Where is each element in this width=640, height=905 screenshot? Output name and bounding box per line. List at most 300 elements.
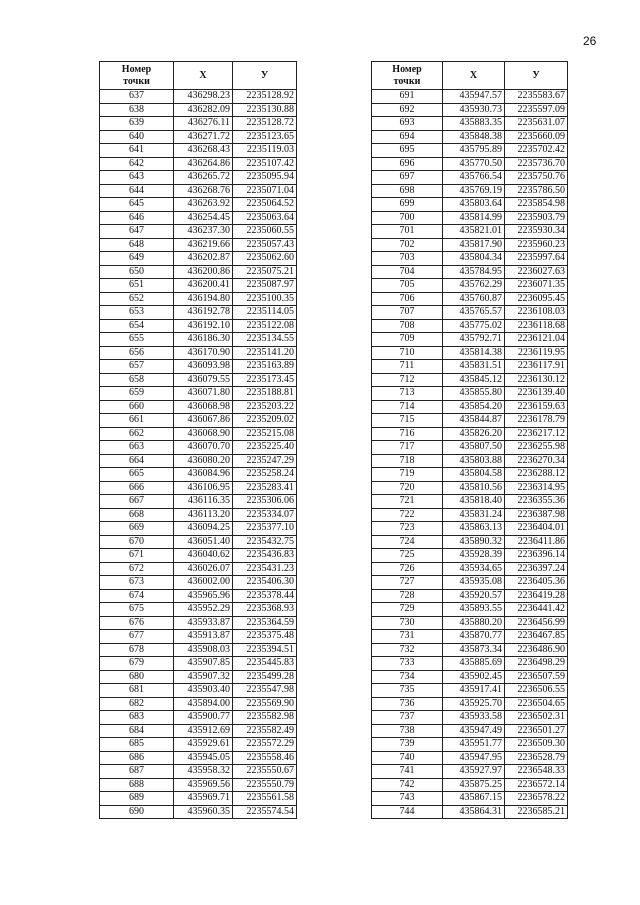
cell-y: 2235188.81 <box>233 387 297 401</box>
coordinates-table-left <box>99 61 297 819</box>
cell-x: 435894.00 <box>174 697 233 711</box>
table-row <box>100 90 297 104</box>
coordinates-table-right <box>371 61 568 819</box>
table-row <box>100 778 297 792</box>
table-row <box>100 387 297 401</box>
cell-x: 435803.64 <box>443 198 505 212</box>
cell-point-number: 701 <box>372 225 443 239</box>
cell-point-number: 734 <box>372 670 443 684</box>
cell-x: 436094.25 <box>174 522 233 536</box>
table-row <box>100 414 297 428</box>
cell-point-number: 681 <box>100 684 174 698</box>
cell-point-number: 638 <box>100 103 174 117</box>
cell-point-number: 641 <box>100 144 174 158</box>
table-row <box>100 130 297 144</box>
cell-x: 435930.73 <box>443 103 505 117</box>
cell-x: 436002.00 <box>174 576 233 590</box>
cell-y: 2236217.12 <box>505 427 568 441</box>
cell-y: 2235141.20 <box>233 346 297 360</box>
cell-y: 2235736.70 <box>505 157 568 171</box>
cell-y: 2235062.60 <box>233 252 297 266</box>
table-row <box>372 117 568 131</box>
cell-point-number: 741 <box>372 765 443 779</box>
cell-y: 2235063.64 <box>233 211 297 225</box>
cell-x: 436194.80 <box>174 292 233 306</box>
table-row <box>372 765 568 779</box>
table-row <box>100 427 297 441</box>
cell-point-number: 657 <box>100 360 174 374</box>
cell-point-number: 660 <box>100 400 174 414</box>
table-row <box>100 279 297 293</box>
table-row <box>100 792 297 806</box>
cell-y: 2236506.55 <box>505 684 568 698</box>
table-row <box>372 724 568 738</box>
table-row <box>372 751 568 765</box>
cell-y: 2235130.88 <box>233 103 297 117</box>
cell-x: 435775.02 <box>443 319 505 333</box>
cell-x: 435814.38 <box>443 346 505 360</box>
cell-y: 2235368.93 <box>233 603 297 617</box>
table-row <box>100 603 297 617</box>
cell-point-number: 678 <box>100 643 174 657</box>
cell-x: 436268.43 <box>174 144 233 158</box>
table-row <box>100 684 297 698</box>
table-row <box>372 441 568 455</box>
header-x: X <box>443 62 505 90</box>
table-row <box>372 198 568 212</box>
table-header-row <box>100 62 297 90</box>
cell-x: 436093.98 <box>174 360 233 374</box>
cell-y: 2236572.14 <box>505 778 568 792</box>
table-row <box>372 238 568 252</box>
table-row <box>372 576 568 590</box>
cell-x: 435885.69 <box>443 657 505 671</box>
cell-x: 436268.76 <box>174 184 233 198</box>
cell-y: 2235582.49 <box>233 724 297 738</box>
table-row <box>100 373 297 387</box>
table-row <box>372 279 568 293</box>
cell-x: 435920.57 <box>443 589 505 603</box>
cell-x: 435929.61 <box>174 738 233 752</box>
cell-y: 2235582.98 <box>233 711 297 725</box>
cell-y: 2236121.04 <box>505 333 568 347</box>
table-row <box>372 738 568 752</box>
cell-y: 2235997.64 <box>505 252 568 266</box>
table-row <box>372 225 568 239</box>
cell-x: 436068.98 <box>174 400 233 414</box>
table-row <box>100 508 297 522</box>
cell-y: 2236270.34 <box>505 454 568 468</box>
cell-x: 436070.70 <box>174 441 233 455</box>
cell-y: 2235394.51 <box>233 643 297 657</box>
table-row <box>372 427 568 441</box>
cell-y: 2236405.36 <box>505 576 568 590</box>
cell-y: 2236178.79 <box>505 414 568 428</box>
table-row <box>372 657 568 671</box>
cell-y: 2236397.24 <box>505 562 568 576</box>
cell-x: 436113.20 <box>174 508 233 522</box>
cell-point-number: 698 <box>372 184 443 198</box>
table-row <box>372 495 568 509</box>
cell-y: 2236314.95 <box>505 481 568 495</box>
cell-point-number: 655 <box>100 333 174 347</box>
table-row <box>372 306 568 320</box>
table-row <box>100 562 297 576</box>
header-point-label: Номер точки <box>392 63 422 87</box>
cell-y: 2236027.63 <box>505 265 568 279</box>
table-row <box>100 549 297 563</box>
table-row <box>372 373 568 387</box>
table-row <box>372 670 568 684</box>
cell-x: 435848.38 <box>443 130 505 144</box>
cell-x: 436219.66 <box>174 238 233 252</box>
table-row <box>100 211 297 225</box>
cell-y: 2236486.90 <box>505 643 568 657</box>
table-row <box>372 333 568 347</box>
cell-point-number: 735 <box>372 684 443 698</box>
cell-y: 2235306.06 <box>233 495 297 509</box>
cell-point-number: 739 <box>372 738 443 752</box>
cell-point-number: 736 <box>372 697 443 711</box>
cell-point-number: 667 <box>100 495 174 509</box>
cell-point-number: 720 <box>372 481 443 495</box>
cell-point-number: 639 <box>100 117 174 131</box>
cell-point-number: 671 <box>100 549 174 563</box>
cell-x: 435770.50 <box>443 157 505 171</box>
cell-y: 2235572.29 <box>233 738 297 752</box>
cell-x: 435855.80 <box>443 387 505 401</box>
table-row <box>372 292 568 306</box>
table-row <box>100 117 297 131</box>
cell-x: 436106.95 <box>174 481 233 495</box>
cell-x: 436116.35 <box>174 495 233 509</box>
cell-x: 435807.50 <box>443 441 505 455</box>
table-row <box>372 805 568 819</box>
cell-x: 435880.20 <box>443 616 505 630</box>
table-row <box>372 144 568 158</box>
table-row <box>372 130 568 144</box>
cell-point-number: 669 <box>100 522 174 536</box>
cell-point-number: 717 <box>372 441 443 455</box>
cell-y: 2235631.07 <box>505 117 568 131</box>
cell-x: 435960.35 <box>174 805 233 819</box>
table-row <box>372 522 568 536</box>
table-row <box>372 643 568 657</box>
cell-x: 435765.57 <box>443 306 505 320</box>
cell-point-number: 743 <box>372 792 443 806</box>
cell-y: 2236467.85 <box>505 630 568 644</box>
cell-y: 2236095.45 <box>505 292 568 306</box>
cell-x: 435917.41 <box>443 684 505 698</box>
cell-y: 2235071.04 <box>233 184 297 198</box>
cell-point-number: 738 <box>372 724 443 738</box>
cell-y: 2236117.91 <box>505 360 568 374</box>
table-row <box>100 589 297 603</box>
cell-point-number: 737 <box>372 711 443 725</box>
cell-point-number: 721 <box>372 495 443 509</box>
cell-point-number: 740 <box>372 751 443 765</box>
header-point-label: Номер точки <box>121 63 152 87</box>
cell-y: 2235075.21 <box>233 265 297 279</box>
cell-y: 2235558.46 <box>233 751 297 765</box>
cell-x: 435762.29 <box>443 279 505 293</box>
cell-y: 2236118.68 <box>505 319 568 333</box>
cell-x: 435902.45 <box>443 670 505 684</box>
table-row <box>100 481 297 495</box>
cell-point-number: 712 <box>372 373 443 387</box>
cell-point-number: 662 <box>100 427 174 441</box>
cell-point-number: 697 <box>372 171 443 185</box>
cell-y: 2235134.55 <box>233 333 297 347</box>
header-x: X <box>174 62 233 90</box>
cell-x: 435933.87 <box>174 616 233 630</box>
cell-x: 436068.90 <box>174 427 233 441</box>
table-row <box>100 265 297 279</box>
cell-x: 435845.12 <box>443 373 505 387</box>
cell-point-number: 679 <box>100 657 174 671</box>
cell-x: 436192.10 <box>174 319 233 333</box>
cell-point-number: 702 <box>372 238 443 252</box>
cell-point-number: 665 <box>100 468 174 482</box>
cell-x: 435900.77 <box>174 711 233 725</box>
table-row <box>100 711 297 725</box>
cell-x: 435933.58 <box>443 711 505 725</box>
cell-point-number: 670 <box>100 535 174 549</box>
cell-y: 2235660.09 <box>505 130 568 144</box>
table-row <box>372 171 568 185</box>
table-header-row <box>372 62 568 90</box>
cell-point-number: 648 <box>100 238 174 252</box>
cell-x: 435766.54 <box>443 171 505 185</box>
cell-x: 436170.90 <box>174 346 233 360</box>
table-row <box>100 751 297 765</box>
cell-point-number: 692 <box>372 103 443 117</box>
table-row <box>100 333 297 347</box>
cell-point-number: 694 <box>372 130 443 144</box>
cell-x: 435934.65 <box>443 562 505 576</box>
header-y: У <box>233 62 297 90</box>
cell-y: 2236419.28 <box>505 589 568 603</box>
cell-y: 2235583.67 <box>505 90 568 104</box>
header-y: У <box>505 62 568 90</box>
cell-x: 435814.99 <box>443 211 505 225</box>
cell-x: 436264.86 <box>174 157 233 171</box>
cell-x: 435804.58 <box>443 468 505 482</box>
cell-point-number: 640 <box>100 130 174 144</box>
cell-point-number: 666 <box>100 481 174 495</box>
cell-y: 2235930.34 <box>505 225 568 239</box>
table-row <box>372 508 568 522</box>
table-row <box>100 360 297 374</box>
cell-y: 2235122.08 <box>233 319 297 333</box>
cell-y: 2235574.54 <box>233 805 297 819</box>
cell-x: 435864.31 <box>443 805 505 819</box>
cell-x: 435804.34 <box>443 252 505 266</box>
cell-point-number: 687 <box>100 765 174 779</box>
cell-y: 2236456.99 <box>505 616 568 630</box>
cell-y: 2236507.59 <box>505 670 568 684</box>
cell-y: 2235432.75 <box>233 535 297 549</box>
table-row <box>372 562 568 576</box>
cell-x: 435844.87 <box>443 414 505 428</box>
cell-x: 435873.34 <box>443 643 505 657</box>
cell-y: 2235283.41 <box>233 481 297 495</box>
cell-y: 2235100.35 <box>233 292 297 306</box>
cell-x: 435784.95 <box>443 265 505 279</box>
cell-y: 2235114.05 <box>233 306 297 320</box>
table-row <box>100 346 297 360</box>
cell-point-number: 644 <box>100 184 174 198</box>
cell-y: 2236355.36 <box>505 495 568 509</box>
cell-x: 435947.57 <box>443 90 505 104</box>
cell-point-number: 664 <box>100 454 174 468</box>
table-row <box>372 468 568 482</box>
cell-y: 2235334.07 <box>233 508 297 522</box>
table-row <box>372 252 568 266</box>
cell-point-number: 703 <box>372 252 443 266</box>
table-row <box>372 360 568 374</box>
table-row <box>100 103 297 117</box>
cell-point-number: 661 <box>100 414 174 428</box>
table-row <box>100 495 297 509</box>
cell-x: 435928.39 <box>443 549 505 563</box>
cell-point-number: 732 <box>372 643 443 657</box>
header-point-number <box>100 62 174 90</box>
cell-y: 2236504.65 <box>505 697 568 711</box>
cell-x: 435795.89 <box>443 144 505 158</box>
cell-x: 435760.87 <box>443 292 505 306</box>
cell-x: 436079.55 <box>174 373 233 387</box>
table-row <box>100 576 297 590</box>
cell-x: 435769.19 <box>443 184 505 198</box>
cell-y: 2235377.10 <box>233 522 297 536</box>
cell-point-number: 716 <box>372 427 443 441</box>
cell-y: 2235364.59 <box>233 616 297 630</box>
cell-x: 435925.70 <box>443 697 505 711</box>
cell-y: 2235064.52 <box>233 198 297 212</box>
cell-x: 436271.72 <box>174 130 233 144</box>
cell-point-number: 696 <box>372 157 443 171</box>
cell-point-number: 675 <box>100 603 174 617</box>
cell-point-number: 710 <box>372 346 443 360</box>
cell-point-number: 719 <box>372 468 443 482</box>
cell-x: 435908.03 <box>174 643 233 657</box>
cell-point-number: 691 <box>372 90 443 104</box>
cell-x: 435952.29 <box>174 603 233 617</box>
cell-point-number: 672 <box>100 562 174 576</box>
table-row <box>100 616 297 630</box>
cell-x: 436067.86 <box>174 414 233 428</box>
table-row <box>372 400 568 414</box>
table-row <box>100 454 297 468</box>
cell-point-number: 707 <box>372 306 443 320</box>
table-row <box>372 319 568 333</box>
cell-x: 436186.30 <box>174 333 233 347</box>
table-row <box>100 198 297 212</box>
cell-point-number: 663 <box>100 441 174 455</box>
cell-x: 436265.72 <box>174 171 233 185</box>
cell-x: 435890.32 <box>443 535 505 549</box>
cell-x: 435969.56 <box>174 778 233 792</box>
cell-y: 2235550.79 <box>233 778 297 792</box>
cell-y: 2235057.43 <box>233 238 297 252</box>
cell-y: 2236585.21 <box>505 805 568 819</box>
table-row <box>100 657 297 671</box>
table-row <box>100 225 297 239</box>
table-row <box>100 292 297 306</box>
table-row <box>372 549 568 563</box>
table-row <box>372 697 568 711</box>
cell-x: 435826.20 <box>443 427 505 441</box>
table-row <box>100 535 297 549</box>
table-row <box>100 670 297 684</box>
cell-point-number: 730 <box>372 616 443 630</box>
table-row <box>372 684 568 698</box>
table-row <box>372 90 568 104</box>
cell-point-number: 729 <box>372 603 443 617</box>
cell-point-number: 683 <box>100 711 174 725</box>
table-row <box>372 535 568 549</box>
cell-point-number: 647 <box>100 225 174 239</box>
cell-y: 2236119.95 <box>505 346 568 360</box>
table-row <box>372 792 568 806</box>
table-row <box>100 400 297 414</box>
table-row <box>372 157 568 171</box>
cell-point-number: 685 <box>100 738 174 752</box>
cell-point-number: 708 <box>372 319 443 333</box>
cell-x: 435947.49 <box>443 724 505 738</box>
cell-x: 436200.86 <box>174 265 233 279</box>
cell-point-number: 677 <box>100 630 174 644</box>
cell-y: 2235203.22 <box>233 400 297 414</box>
table-row <box>372 346 568 360</box>
cell-y: 2235247.29 <box>233 454 297 468</box>
cell-point-number: 693 <box>372 117 443 131</box>
cell-point-number: 651 <box>100 279 174 293</box>
table-row <box>372 211 568 225</box>
cell-point-number: 690 <box>100 805 174 819</box>
cell-y: 2235547.98 <box>233 684 297 698</box>
cell-point-number: 713 <box>372 387 443 401</box>
cell-y: 2236159.63 <box>505 400 568 414</box>
cell-y: 2235569.90 <box>233 697 297 711</box>
cell-y: 2235436.83 <box>233 549 297 563</box>
cell-y: 2236071.35 <box>505 279 568 293</box>
cell-point-number: 637 <box>100 90 174 104</box>
cell-y: 2235258.24 <box>233 468 297 482</box>
page-number: 26 <box>583 34 597 48</box>
cell-x: 435867.15 <box>443 792 505 806</box>
cell-x: 435893.55 <box>443 603 505 617</box>
cell-y: 2236509.30 <box>505 738 568 752</box>
cell-y: 2236387.98 <box>505 508 568 522</box>
cell-y: 2235854.98 <box>505 198 568 212</box>
cell-x: 435818.40 <box>443 495 505 509</box>
cell-x: 435831.24 <box>443 508 505 522</box>
cell-point-number: 646 <box>100 211 174 225</box>
table-row <box>100 643 297 657</box>
cell-y: 2235215.08 <box>233 427 297 441</box>
cell-point-number: 744 <box>372 805 443 819</box>
cell-y: 2236528.79 <box>505 751 568 765</box>
cell-x: 436026.07 <box>174 562 233 576</box>
cell-y: 2236548.33 <box>505 765 568 779</box>
cell-x: 435883.35 <box>443 117 505 131</box>
cell-x: 436263.92 <box>174 198 233 212</box>
cell-point-number: 706 <box>372 292 443 306</box>
cell-x: 436192.78 <box>174 306 233 320</box>
cell-point-number: 725 <box>372 549 443 563</box>
